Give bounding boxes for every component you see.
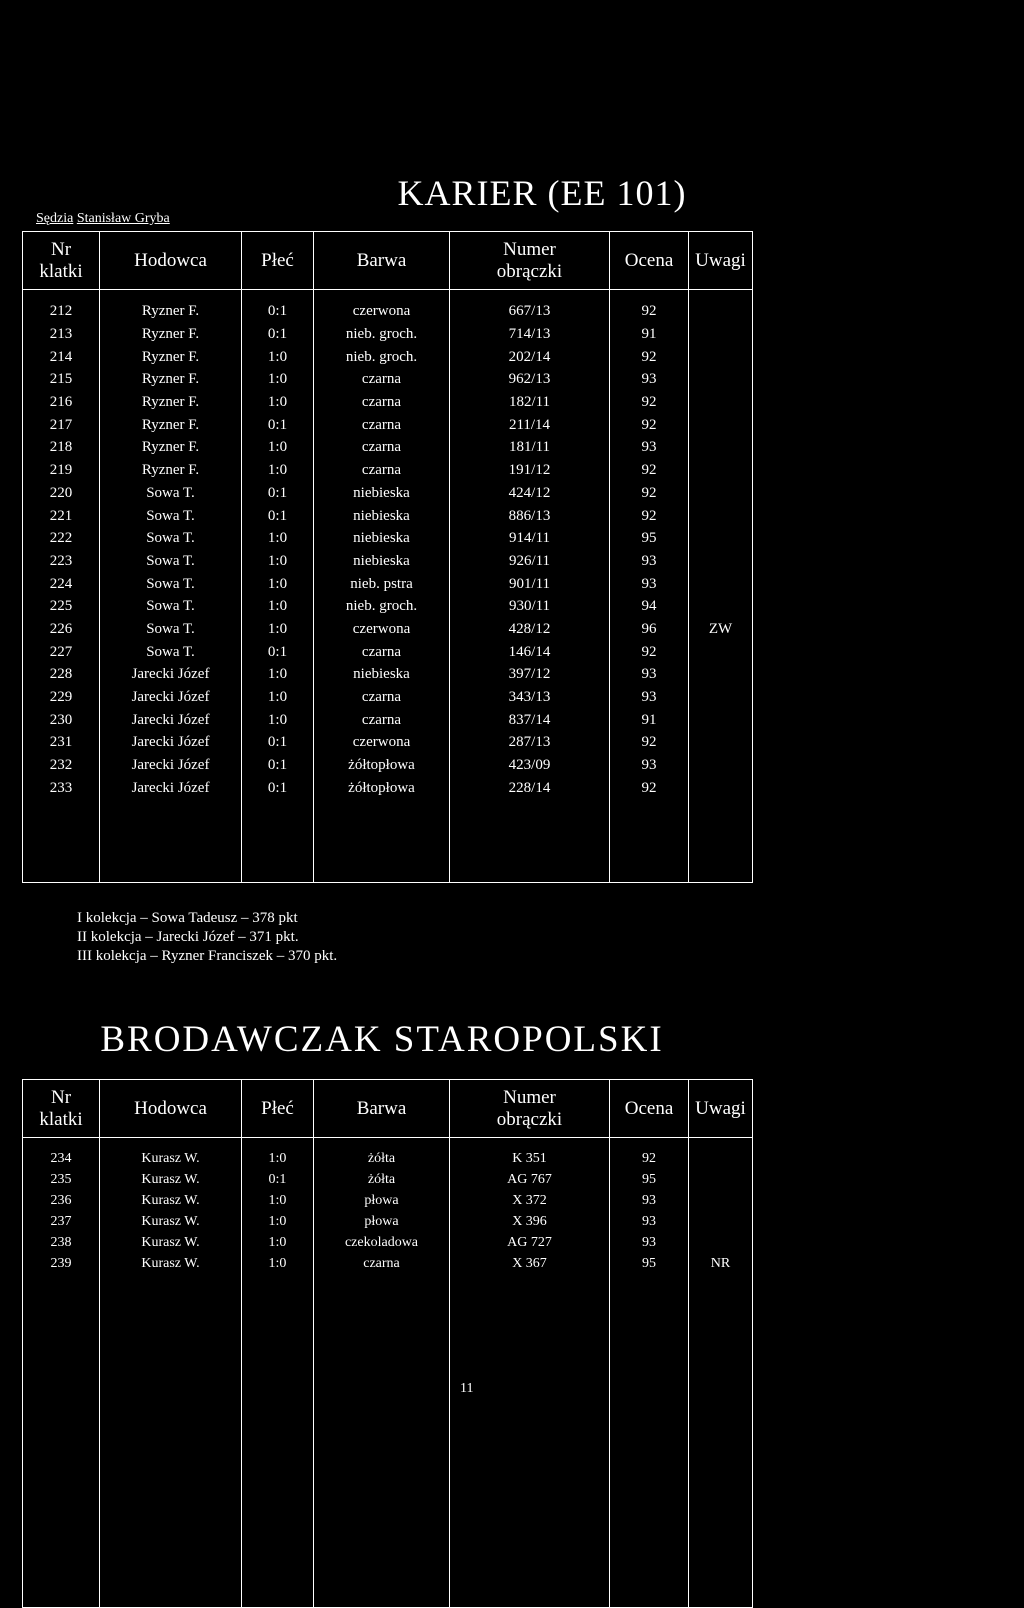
cell-barwa: płowa xyxy=(314,1211,450,1232)
cell-plec: 0:1 xyxy=(242,413,314,436)
cell-nr: 220 xyxy=(23,482,100,505)
cell-numer: 428/12 xyxy=(450,618,610,641)
cell-ocena: 93 xyxy=(610,1190,689,1211)
cell-ocena: 93 xyxy=(610,1232,689,1253)
cell-barwa: czarna xyxy=(314,368,450,391)
cell-numer: 228/14 xyxy=(450,776,610,799)
cell-uwagi xyxy=(689,776,753,799)
cell-nr: 222 xyxy=(23,527,100,550)
cell-nr: 230 xyxy=(23,708,100,731)
cell-hodowca: Kurasz W. xyxy=(100,1211,242,1232)
table-row xyxy=(23,754,753,777)
cell-barwa: czekoladowa xyxy=(314,1232,450,1253)
table-body xyxy=(23,290,753,883)
cell-hodowca: Jarecki Józef xyxy=(100,731,242,754)
cell-numer: 287/13 xyxy=(450,731,610,754)
table-filler-row xyxy=(23,1274,753,1608)
cell-ocena: 92 xyxy=(610,776,689,799)
cell-uwagi xyxy=(689,572,753,595)
cell-hodowca: Ryzner F. xyxy=(100,368,242,391)
cell-plec: 1:0 xyxy=(242,1190,314,1211)
cell-uwagi xyxy=(689,595,753,618)
cell-numer: 914/11 xyxy=(450,527,610,550)
cell-empty xyxy=(450,799,610,882)
cell-plec: 1:0 xyxy=(242,1253,314,1274)
cell-empty xyxy=(610,1274,689,1608)
cell-ocena: 92 xyxy=(610,504,689,527)
cell-hodowca: Ryzner F. xyxy=(100,391,242,414)
table-row xyxy=(23,1232,753,1253)
cell-ocena: 93 xyxy=(610,550,689,573)
cell-ocena: 93 xyxy=(610,686,689,709)
cell-hodowca: Sowa T. xyxy=(100,595,242,618)
cell-uwagi xyxy=(689,290,753,323)
table-row xyxy=(23,345,753,368)
col-header-ocena: Ocena xyxy=(610,232,689,290)
cell-uwagi xyxy=(689,550,753,573)
table-row xyxy=(23,708,753,731)
cell-numer: 181/11 xyxy=(450,436,610,459)
cell-empty xyxy=(689,1274,753,1608)
col-header-plec: Płeć xyxy=(242,1080,314,1138)
cell-plec: 1:0 xyxy=(242,1232,314,1253)
cell-barwa: żółtopłowa xyxy=(314,776,450,799)
cell-hodowca: Sowa T. xyxy=(100,572,242,595)
cell-numer: X 367 xyxy=(450,1253,610,1274)
cell-ocena: 95 xyxy=(610,1169,689,1190)
cell-uwagi xyxy=(689,686,753,709)
cell-uwagi xyxy=(689,1190,753,1211)
cell-hodowca: Sowa T. xyxy=(100,504,242,527)
cell-barwa: niebieska xyxy=(314,504,450,527)
col-header-numer: Numer obrączki xyxy=(450,232,610,290)
cell-empty xyxy=(450,1274,610,1608)
cell-hodowca: Sowa T. xyxy=(100,527,242,550)
cell-barwa: nieb. groch. xyxy=(314,345,450,368)
cell-barwa: nieb. pstra xyxy=(314,572,450,595)
cell-ocena: 93 xyxy=(610,572,689,595)
cell-plec: 1:0 xyxy=(242,459,314,482)
table-row xyxy=(23,459,753,482)
cell-barwa: czerwona xyxy=(314,731,450,754)
cell-plec: 1:0 xyxy=(242,1138,314,1170)
cell-ocena: 95 xyxy=(610,1253,689,1274)
table-row xyxy=(23,1138,753,1170)
cell-numer: AG 727 xyxy=(450,1232,610,1253)
cell-uwagi xyxy=(689,1232,753,1253)
cell-uwagi xyxy=(689,754,753,777)
cell-nr: 239 xyxy=(23,1253,100,1274)
cell-nr: 226 xyxy=(23,618,100,641)
cell-ocena: 93 xyxy=(610,436,689,459)
cell-ocena: 92 xyxy=(610,482,689,505)
cell-plec: 0:1 xyxy=(242,731,314,754)
cell-numer: 926/11 xyxy=(450,550,610,573)
table-row xyxy=(23,504,753,527)
cell-numer: 191/12 xyxy=(450,459,610,482)
cell-numer: X 396 xyxy=(450,1211,610,1232)
cell-ocena: 92 xyxy=(610,459,689,482)
table-row xyxy=(23,776,753,799)
cell-uwagi: ZW xyxy=(689,618,753,641)
table-row xyxy=(23,595,753,618)
cell-barwa: czarna xyxy=(314,391,450,414)
table-row xyxy=(23,572,753,595)
cell-numer: 424/12 xyxy=(450,482,610,505)
cell-barwa: czerwona xyxy=(314,618,450,641)
cell-numer: 930/11 xyxy=(450,595,610,618)
cell-barwa: nieb. groch. xyxy=(314,595,450,618)
cell-uwagi xyxy=(689,527,753,550)
cell-ocena: 92 xyxy=(610,290,689,323)
cell-barwa: czarna xyxy=(314,1253,450,1274)
col-header-uwagi: Uwagi xyxy=(689,232,753,290)
cell-nr: 219 xyxy=(23,459,100,482)
cell-plec: 1:0 xyxy=(242,618,314,641)
cell-hodowca: Kurasz W. xyxy=(100,1138,242,1170)
cell-nr: 237 xyxy=(23,1211,100,1232)
cell-empty xyxy=(610,799,689,882)
table-row xyxy=(23,323,753,346)
cell-ocena: 96 xyxy=(610,618,689,641)
cell-barwa: żółtopłowa xyxy=(314,754,450,777)
cell-uwagi xyxy=(689,323,753,346)
cell-nr: 216 xyxy=(23,391,100,414)
cell-nr: 214 xyxy=(23,345,100,368)
cell-numer: 714/13 xyxy=(450,323,610,346)
cell-hodowca: Kurasz W. xyxy=(100,1190,242,1211)
cell-ocena: 92 xyxy=(610,345,689,368)
cell-numer: 667/13 xyxy=(450,290,610,323)
cell-nr: 233 xyxy=(23,776,100,799)
cell-hodowca: Sowa T. xyxy=(100,482,242,505)
cell-nr: 223 xyxy=(23,550,100,573)
cell-barwa: niebieska xyxy=(314,482,450,505)
cell-numer: 211/14 xyxy=(450,413,610,436)
cell-nr: 227 xyxy=(23,640,100,663)
cell-ocena: 93 xyxy=(610,368,689,391)
cell-plec: 1:0 xyxy=(242,1211,314,1232)
cell-plec: 1:0 xyxy=(242,708,314,731)
cell-barwa: niebieska xyxy=(314,663,450,686)
cell-hodowca: Kurasz W. xyxy=(100,1169,242,1190)
col-header-numer: Numer obrączki xyxy=(450,1080,610,1138)
cell-barwa: czarna xyxy=(314,640,450,663)
results-table-karier xyxy=(22,231,753,883)
col-header-nr: Nr klatki xyxy=(23,1080,100,1138)
cell-uwagi xyxy=(689,708,753,731)
table-header-row xyxy=(23,1080,753,1138)
cell-nr: 228 xyxy=(23,663,100,686)
cell-hodowca: Ryzner F. xyxy=(100,436,242,459)
cell-barwa: żółta xyxy=(314,1169,450,1190)
cell-hodowca: Ryzner F. xyxy=(100,413,242,436)
cell-plec: 1:0 xyxy=(242,572,314,595)
cell-uwagi: NR xyxy=(689,1253,753,1274)
summary-line-3: III kolekcja – Ryzner Franciszek – 370 pkt. xyxy=(77,948,338,964)
cell-ocena: 92 xyxy=(610,640,689,663)
cell-empty xyxy=(242,799,314,882)
cell-barwa: czarna xyxy=(314,459,450,482)
results-table-brodawczak xyxy=(22,1079,753,1608)
cell-ocena: 94 xyxy=(610,595,689,618)
cell-ocena: 93 xyxy=(610,1211,689,1232)
cell-hodowca: Jarecki Józef xyxy=(100,708,242,731)
col-header-hodowca: Hodowca xyxy=(100,1080,242,1138)
table-row xyxy=(23,290,753,323)
cell-uwagi xyxy=(689,482,753,505)
cell-numer: AG 767 xyxy=(450,1169,610,1190)
judge-name: Stanisław Gryba xyxy=(76,211,170,226)
cell-uwagi xyxy=(689,368,753,391)
judge-line xyxy=(36,211,170,227)
cell-nr: 229 xyxy=(23,686,100,709)
col-header-ocena: Ocena xyxy=(610,1080,689,1138)
cell-barwa: niebieska xyxy=(314,527,450,550)
cell-plec: 1:0 xyxy=(242,686,314,709)
cell-hodowca: Ryzner F. xyxy=(100,290,242,323)
table-row xyxy=(23,1169,753,1190)
cell-hodowca: Ryzner F. xyxy=(100,323,242,346)
table-row xyxy=(23,482,753,505)
cell-numer: X 372 xyxy=(450,1190,610,1211)
cell-ocena: 91 xyxy=(610,708,689,731)
cell-plec: 0:1 xyxy=(242,290,314,323)
cell-plec: 1:0 xyxy=(242,391,314,414)
cell-empty xyxy=(23,799,100,882)
cell-uwagi xyxy=(689,391,753,414)
cell-ocena: 95 xyxy=(610,527,689,550)
cell-plec: 1:0 xyxy=(242,663,314,686)
cell-barwa: czarna xyxy=(314,413,450,436)
table-row xyxy=(23,640,753,663)
cell-uwagi xyxy=(689,436,753,459)
cell-ocena: 92 xyxy=(610,1138,689,1170)
col-header-barwa: Barwa xyxy=(314,232,450,290)
cell-empty xyxy=(23,1274,100,1608)
table-body xyxy=(23,1138,753,1608)
cell-nr: 235 xyxy=(23,1169,100,1190)
cell-numer: 343/13 xyxy=(450,686,610,709)
cell-hodowca: Sowa T. xyxy=(100,550,242,573)
cell-plec: 1:0 xyxy=(242,345,314,368)
col-header-plec: Płeć xyxy=(242,232,314,290)
cell-plec: 1:0 xyxy=(242,436,314,459)
cell-ocena: 92 xyxy=(610,413,689,436)
cell-hodowca: Kurasz W. xyxy=(100,1232,242,1253)
table-row xyxy=(23,1253,753,1274)
cell-numer: 837/14 xyxy=(450,708,610,731)
cell-plec: 0:1 xyxy=(242,640,314,663)
cell-hodowca: Jarecki Józef xyxy=(100,663,242,686)
section-title-karier: KARIER (EE 101) xyxy=(397,173,687,213)
cell-hodowca: Kurasz W. xyxy=(100,1253,242,1274)
cell-barwa: czerwona xyxy=(314,290,450,323)
cell-plec: 0:1 xyxy=(242,1169,314,1190)
col-header-hodowca: Hodowca xyxy=(100,232,242,290)
cell-uwagi xyxy=(689,413,753,436)
cell-hodowca: Ryzner F. xyxy=(100,345,242,368)
cell-numer: 423/09 xyxy=(450,754,610,777)
cell-nr: 218 xyxy=(23,436,100,459)
section-title-brodawczak: BRODAWCZAK STAROPOLSKI xyxy=(100,1019,664,1060)
cell-nr: 224 xyxy=(23,572,100,595)
table-row xyxy=(23,368,753,391)
cell-nr: 236 xyxy=(23,1190,100,1211)
cell-barwa: czarna xyxy=(314,436,450,459)
cell-ocena: 93 xyxy=(610,663,689,686)
page-number: 11 xyxy=(460,1381,474,1396)
col-header-nr: Nr klatki xyxy=(23,232,100,290)
table-row xyxy=(23,1190,753,1211)
cell-barwa: nieb. groch. xyxy=(314,323,450,346)
cell-nr: 234 xyxy=(23,1138,100,1170)
cell-barwa: płowa xyxy=(314,1190,450,1211)
table-row xyxy=(23,731,753,754)
table-row xyxy=(23,527,753,550)
summary-line-2: II kolekcja – Jarecki Józef – 371 pkt. xyxy=(77,929,299,945)
judge-label: Sędzia xyxy=(36,211,74,226)
cell-empty xyxy=(100,1274,242,1608)
cell-uwagi xyxy=(689,1138,753,1170)
collection-summary xyxy=(77,909,337,966)
table-row xyxy=(23,1211,753,1232)
cell-uwagi xyxy=(689,504,753,527)
col-header-uwagi: Uwagi xyxy=(689,1080,753,1138)
cell-empty xyxy=(314,799,450,882)
table-row xyxy=(23,686,753,709)
cell-plec: 1:0 xyxy=(242,595,314,618)
cell-barwa: niebieska xyxy=(314,550,450,573)
cell-plec: 1:0 xyxy=(242,550,314,573)
cell-hodowca: Sowa T. xyxy=(100,618,242,641)
cell-numer: 146/14 xyxy=(450,640,610,663)
cell-barwa: czarna xyxy=(314,708,450,731)
cell-nr: 212 xyxy=(23,290,100,323)
cell-plec: 0:1 xyxy=(242,504,314,527)
cell-uwagi xyxy=(689,345,753,368)
cell-uwagi xyxy=(689,640,753,663)
cell-hodowca: Ryzner F. xyxy=(100,459,242,482)
cell-hodowca: Jarecki Józef xyxy=(100,754,242,777)
cell-hodowca: Jarecki Józef xyxy=(100,686,242,709)
cell-nr: 225 xyxy=(23,595,100,618)
cell-nr: 238 xyxy=(23,1232,100,1253)
cell-uwagi xyxy=(689,663,753,686)
cell-plec: 1:0 xyxy=(242,527,314,550)
cell-empty xyxy=(242,1274,314,1608)
table-row xyxy=(23,550,753,573)
cell-plec: 0:1 xyxy=(242,754,314,777)
cell-uwagi xyxy=(689,731,753,754)
cell-ocena: 93 xyxy=(610,754,689,777)
cell-numer: K 351 xyxy=(450,1138,610,1170)
table-filler-row xyxy=(23,799,753,882)
cell-hodowca: Sowa T. xyxy=(100,640,242,663)
cell-empty xyxy=(314,1274,450,1608)
cell-nr: 221 xyxy=(23,504,100,527)
table-row xyxy=(23,391,753,414)
cell-nr: 213 xyxy=(23,323,100,346)
cell-hodowca: Jarecki Józef xyxy=(100,776,242,799)
cell-empty xyxy=(100,799,242,882)
cell-numer: 886/13 xyxy=(450,504,610,527)
cell-plec: 0:1 xyxy=(242,323,314,346)
cell-plec: 1:0 xyxy=(242,368,314,391)
cell-uwagi xyxy=(689,459,753,482)
cell-nr: 232 xyxy=(23,754,100,777)
cell-numer: 397/12 xyxy=(450,663,610,686)
table-row xyxy=(23,436,753,459)
table-row xyxy=(23,413,753,436)
cell-nr: 215 xyxy=(23,368,100,391)
table-row xyxy=(23,663,753,686)
cell-numer: 202/14 xyxy=(450,345,610,368)
cell-ocena: 92 xyxy=(610,391,689,414)
cell-plec: 0:1 xyxy=(242,482,314,505)
cell-nr: 217 xyxy=(23,413,100,436)
table-header-row xyxy=(23,232,753,290)
cell-barwa: żółta xyxy=(314,1138,450,1170)
cell-ocena: 91 xyxy=(610,323,689,346)
cell-ocena: 92 xyxy=(610,731,689,754)
cell-plec: 0:1 xyxy=(242,776,314,799)
cell-barwa: czarna xyxy=(314,686,450,709)
table-row xyxy=(23,618,753,641)
cell-numer: 182/11 xyxy=(450,391,610,414)
summary-line-1: I kolekcja – Sowa Tadeusz – 378 pkt xyxy=(77,910,298,926)
col-header-barwa: Barwa xyxy=(314,1080,450,1138)
cell-uwagi xyxy=(689,1169,753,1190)
cell-empty xyxy=(689,799,753,882)
cell-uwagi xyxy=(689,1211,753,1232)
cell-numer: 962/13 xyxy=(450,368,610,391)
cell-numer: 901/11 xyxy=(450,572,610,595)
cell-nr: 231 xyxy=(23,731,100,754)
